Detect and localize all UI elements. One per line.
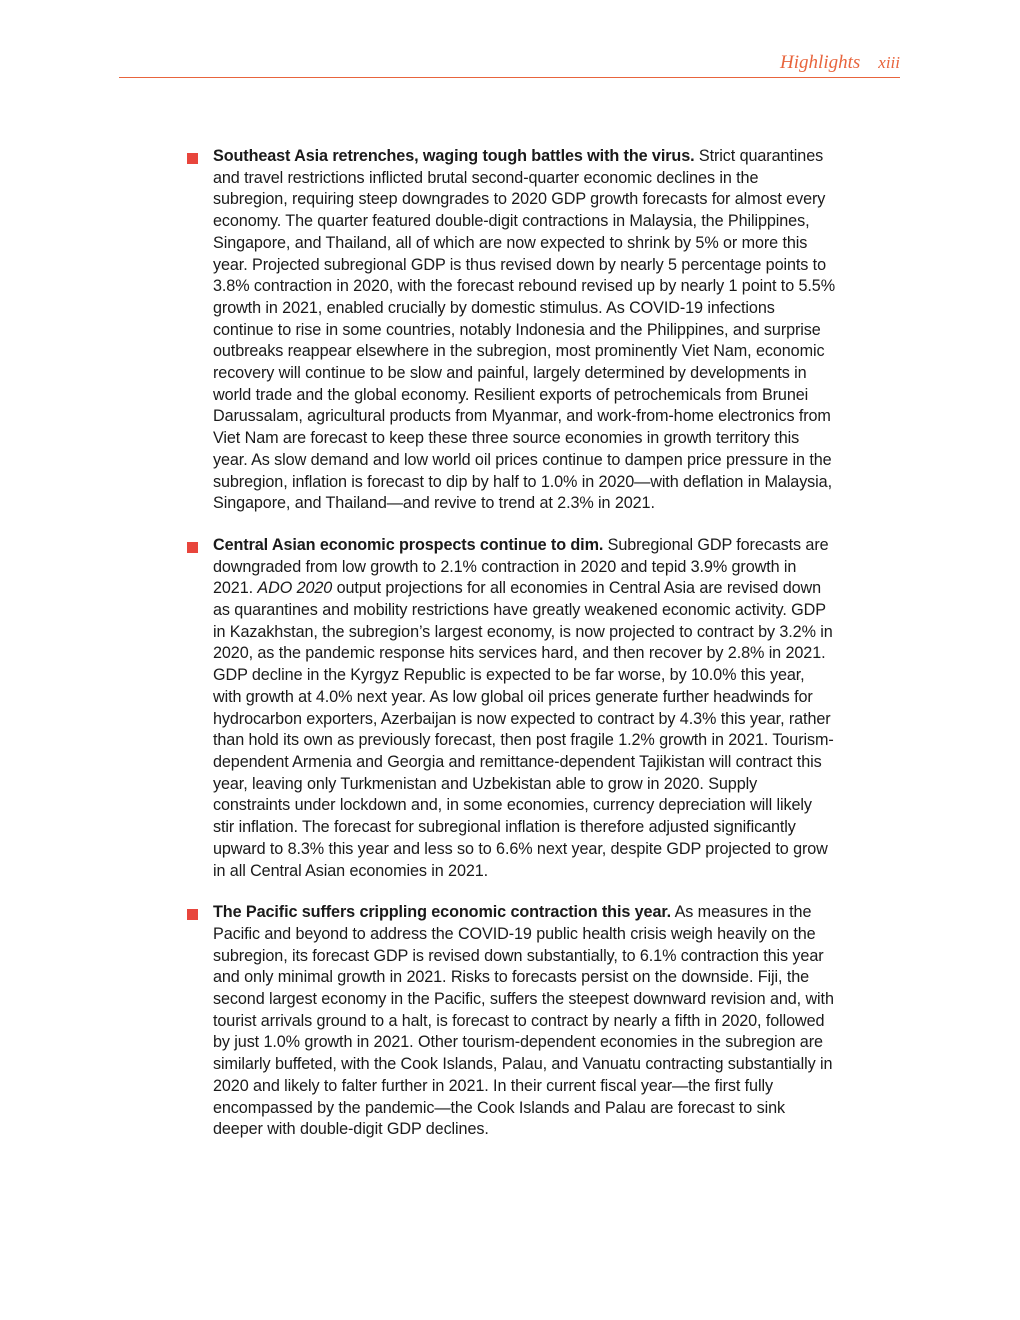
highlight-lead: The Pacific suffers crippling economic contraction this year.	[213, 903, 672, 922]
highlight-pacific	[187, 902, 837, 1141]
highlight-body: Subregional GDP forecasts are downgraded from low growth to 2.1% contraction in 2020 and tepid 3.9% growth in 2021.	[213, 535, 829, 598]
highlight-lead: Southeast Asia retrenches, waging tough battles with the virus.	[213, 147, 695, 165]
bullet-square-icon	[187, 542, 198, 553]
highlights-list	[187, 146, 837, 1161]
highlight-paragraph	[213, 535, 837, 882]
running-header	[780, 52, 900, 74]
highlight-paragraph	[213, 146, 837, 515]
highlight-body: Strict quarantines and travel restrictions inflicted brutal second-quarter economic declines in the subregion, requiring steep downgrades to 2020 GDP growth forecasts for almost every economy. The quarter featured double-digit contractions in Malaysia, the Philippines, Singapore, and Thailand, all of which are now expected to shrink by 5% or more this year. Projected subregional GDP is thus revised down by nearly 5 percentage points to 3.8% contraction in 2020, with the forecast rebound revised up by nearly 1 point to 5.5% growth in 2021, enabled crucially by domestic stimulus. As COVID-19 infections continue to rise in some countries, notably Indonesia and the Philippines, and surprise outbreaks reappear elsewhere in the subregion, most prominently Viet Nam, economic recovery will continue to be slow and painful, largely determined by developments in world trade and the global economy. Resilient exports of petrochemicals from Brunei Darussalam, agricultural products from Myanmar, and work-from-home electronics from Viet Nam are forecast to keep these three source economies in growth territory this year. As slow demand and low world oil prices continue to dampen price pressure in the subregion, inflation is forecast to dip by half to 1.0% in 2020—with deflation in Malaysia, Singapore, and Thailand—and revive to trend at 2.3% in 2021.	[213, 147, 835, 513]
section-title: Highlights	[780, 52, 861, 73]
highlight-lead: Central Asian economic prospects continue to dim.	[213, 535, 604, 554]
highlight-body: As measures in the Pacific and beyond to address the COVID-19 public health crisis weigh heavily on the subregion, its forecast GDP is revised down substantially, to 6.1% contraction this year and only minimal growth in 2021. Risks to forecasts persist on the downside. Fiji, the second largest economy in the Pacific, suffers the steepest downward revision and, with tourist arrivals ground to a halt, is forecast to contract by nearly a fifth in 2020, followed by just 1.0% growth in 2021. Other tourism-dependent economies in the subregion are similarly buffeted, with the Cook Islands, Palau, and Vanuatu contracting substantially in 2020 and likely to falter further in 2021. In their current fiscal year—the first fully encompassed by the pandemic—the Cook Islands and Palau are forecast to sink deeper with double-digit GDP declines.	[213, 903, 834, 1139]
publication-title: ADO 2020	[257, 579, 333, 598]
highlight-body-continued: output projections for all economies in Central Asia are revised down as quarantines and mobility restrictions have greatly weakened economic activity. GDP in Kazakhstan, the subregion’s largest economy, is now projected to contract by 3.2% in 2020, as the pandemic response hits services hard, and then recover by 2.8% in 2021. GDP decline in the Kyrgyz Republic is expected to be far worse, by 10.0% this year, with growth at 4.0% next year. As low global oil prices generate further headwinds for hydrocarbon exporters, Azerbaijan is now expected to contract by 4.3% this year, rather than hold its own as previously forecast, then post fragile 1.2% growth in 2021. Tourism-dependent Armenia and Georgia and remittance-dependent Tajikistan will contract this year, leaving only Turkmenistan and Uzbekistan able to grow in 2020. Supply constraints under lockdown and, in some economies, currency depreciation will likely stir inflation. The forecast for subregional inflation is therefore adjusted significantly upward to 8.3% this year and less so to 6.6% next year, despite GDP projected to grow in all Central Asian economies in 2021.	[213, 579, 834, 880]
highlight-paragraph	[213, 902, 837, 1141]
highlight-southeast-asia	[187, 146, 837, 515]
bullet-square-icon	[187, 153, 198, 164]
bullet-square-icon	[187, 909, 198, 920]
highlight-central-asia	[187, 535, 837, 882]
page-number: xiii	[878, 53, 900, 72]
header-rule	[119, 77, 900, 78]
